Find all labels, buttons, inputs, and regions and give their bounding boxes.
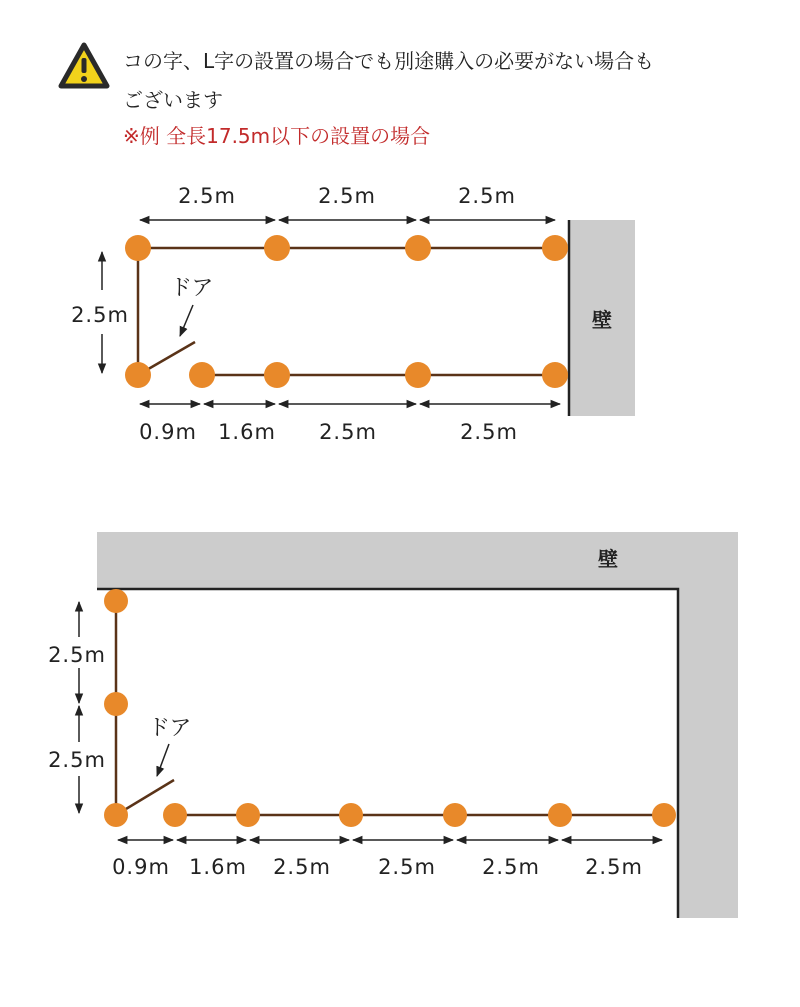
- dim-label: 1.6m: [189, 855, 247, 879]
- posts: [125, 235, 568, 388]
- post: [542, 362, 568, 388]
- figure-u-shape: [0, 160, 800, 460]
- post: [189, 362, 215, 388]
- dim-label: 2.5m: [48, 643, 106, 667]
- dim-label: 2.5m: [460, 420, 518, 444]
- door-pointer: [157, 744, 169, 776]
- dim-label: 2.5m: [585, 855, 643, 879]
- post: [236, 803, 260, 827]
- dim-label: 2.5m: [48, 748, 106, 772]
- post: [125, 362, 151, 388]
- dim-label: 2.5m: [71, 303, 129, 327]
- door-label: ドア: [148, 716, 192, 741]
- dim-label: 0.9m: [139, 420, 197, 444]
- post: [405, 235, 431, 261]
- door-pointer: [180, 305, 193, 336]
- note-example: ※例 全長17.5m以下の設置の場合: [123, 124, 431, 148]
- dim-label: 2.5m: [273, 855, 331, 879]
- post: [104, 803, 128, 827]
- door-label: ドア: [170, 276, 214, 301]
- post: [125, 235, 151, 261]
- post: [104, 589, 128, 613]
- wall-label: 壁: [598, 547, 618, 571]
- dim-label: 2.5m: [378, 855, 436, 879]
- post: [264, 235, 290, 261]
- post: [405, 362, 431, 388]
- post: [548, 803, 572, 827]
- note-line-1: コの字、L字の設置の場合でも別途購入の必要がない場合も: [123, 49, 655, 73]
- dim-label: 2.5m: [458, 184, 516, 208]
- rope-lines: [116, 601, 664, 815]
- post: [339, 803, 363, 827]
- dim-label: 1.6m: [218, 420, 276, 444]
- post: [652, 803, 676, 827]
- post: [443, 803, 467, 827]
- dim-label: 0.9m: [112, 855, 170, 879]
- note-line-2: ございます: [123, 88, 223, 112]
- post: [542, 235, 568, 261]
- post: [163, 803, 187, 827]
- note-section: [0, 0, 800, 160]
- dim-label: 2.5m: [319, 420, 377, 444]
- post: [104, 692, 128, 716]
- wall-label: 壁: [592, 308, 612, 332]
- warning-icon: [58, 42, 110, 90]
- dim-label: 2.5m: [318, 184, 376, 208]
- post: [264, 362, 290, 388]
- rope-lines: [138, 248, 555, 375]
- posts: [104, 589, 676, 827]
- figure-l-shape: [0, 520, 800, 950]
- dim-label: 2.5m: [178, 184, 236, 208]
- dim-label: 2.5m: [482, 855, 540, 879]
